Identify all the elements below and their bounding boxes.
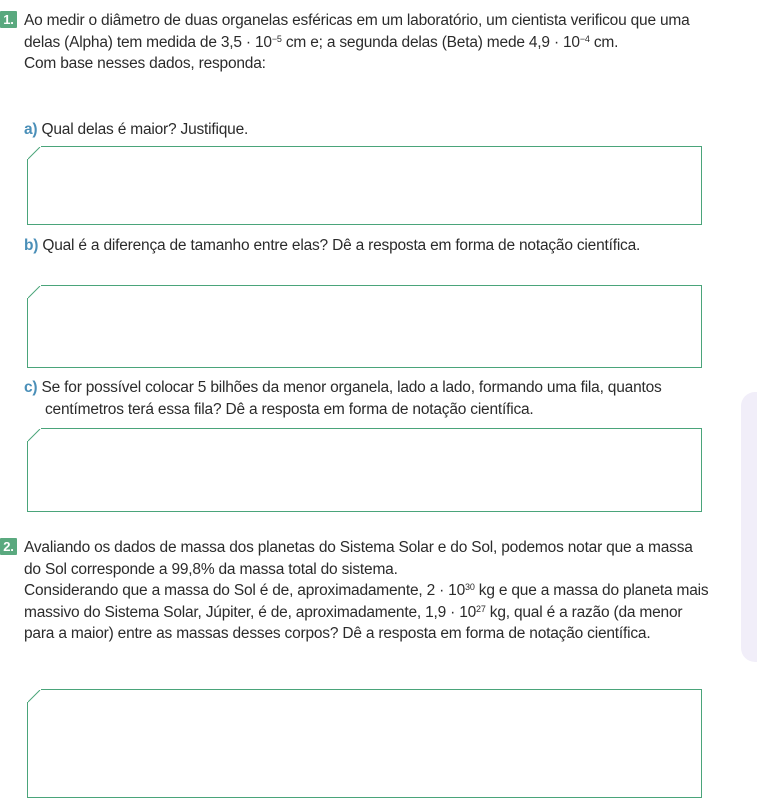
answer-box-b[interactable] [27, 285, 702, 368]
answer-box-a[interactable] [27, 146, 702, 225]
question-2-number: 2. [0, 538, 17, 555]
item-c: c) Se for possível colocar 5 bilhões da menor organela, lado a lado, formando uma fila, quantos centímetros terá essa fila? Dê a resposta em forma de notação científica. [24, 379, 662, 418]
question-1-prompt: Com base nesses dados, responda: [24, 55, 266, 72]
box-corner-icon [27, 689, 47, 703]
item-b: b) Qual é a diferença de tamanho entre elas? Dê a resposta em forma de notação científica. [24, 237, 641, 254]
answer-box-2[interactable] [27, 689, 702, 798]
box-corner-icon [27, 285, 47, 299]
question-2-statement: Considerando que a massa do Sol é de, aproximadamente, $2 \cdot 10^{30}$ kg e que a massa do planeta mais massivo do Sistema Solar, Júpiter, é de, aproximadamente, $1,9 \cdot 10^{27}$ kg, qual é a razão (da menor para a maior) entre as massas desses corpos? Dê a resposta em forma de notação científica. [24, 582, 709, 642]
question-1 [0, 10, 710, 75]
box-corner-icon [27, 146, 47, 160]
question-1-number: 1. [0, 11, 17, 28]
question-2 [0, 537, 710, 645]
question-2-intro: Avaliando os dados de massa dos planetas do Sistema Solar e do Sol, podemos notar que a massa do Sol corresponde a 99,8% da massa total do sistema. [24, 539, 693, 578]
question-1-statement: Ao medir o diâmetro de duas organelas esféricas em um laboratório, um cientista verificou que uma delas (Alpha) tem medida de $3,5 \cdot 10^{-5}$ cm e; a segunda delas (Beta) mede $4,9 \cdot 10^{-4}$ cm. [24, 12, 690, 51]
box-corner-icon [27, 428, 47, 442]
side-tab [741, 392, 757, 662]
answer-box-c[interactable] [27, 428, 702, 512]
item-a: a) Qual delas é maior? Justifique. [24, 121, 249, 138]
